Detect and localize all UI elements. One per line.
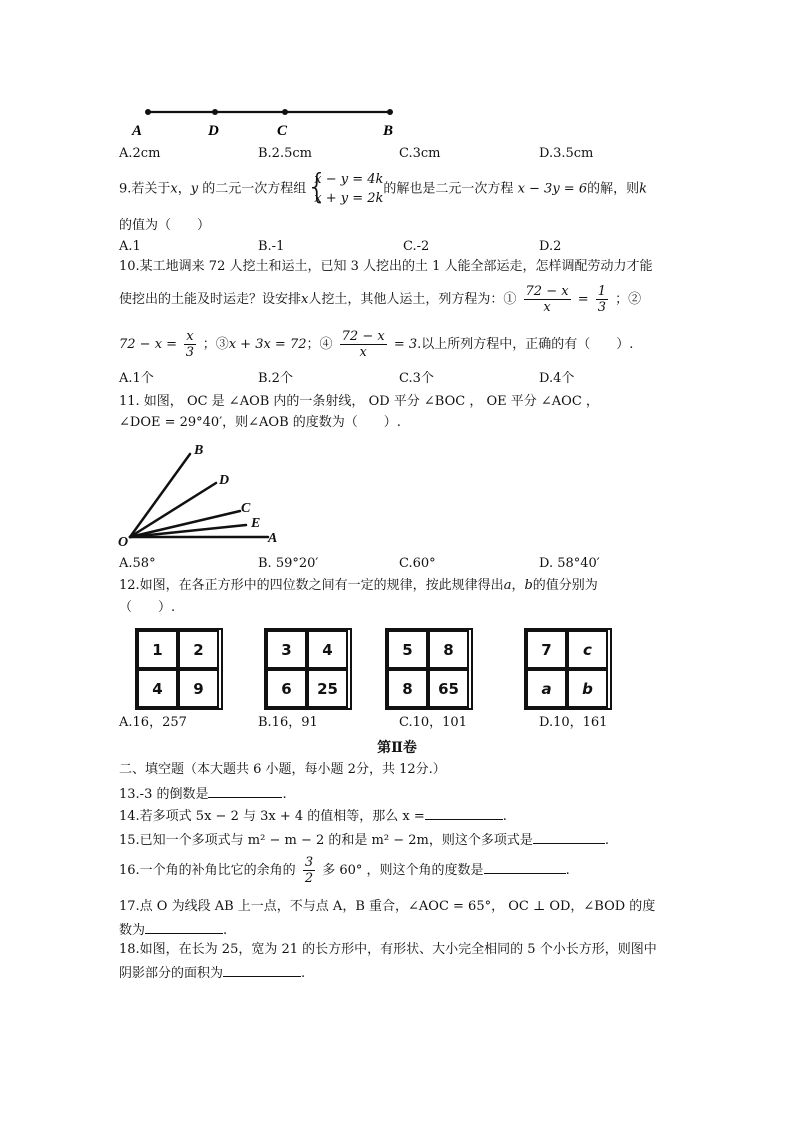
square-cell: 3: [266, 630, 307, 669]
q18-line2: 阴影部分的面积为 .: [119, 963, 305, 983]
q11-option-b: B. 59°20′: [258, 556, 319, 571]
square-cell: 4: [137, 669, 178, 708]
q13: 13.-3 的倒数是 .: [119, 784, 287, 804]
q15: 15.已知一个多项式与 m² − m − 2 的和是 m² − 2m，则这个多项式是 .: [119, 830, 609, 850]
fraction: $\frac{72 - x}{x}$: [525, 284, 569, 315]
vertex-label-o: O: [118, 535, 129, 550]
answer-blank: [484, 860, 566, 874]
square-cell: 2: [178, 630, 219, 669]
part2-header: 二、填空题（本大题共 6 小题，每小题 2分，共 12分.）: [119, 762, 446, 777]
q9-option-a: A.1: [119, 239, 141, 254]
square-cell: b: [567, 669, 608, 708]
square-cell: 65: [428, 669, 469, 708]
square-cell: 7: [526, 630, 567, 669]
q14: 14.若多项式 5x − 2 与 3x + 4 的值相等，那么 x = .: [119, 806, 507, 826]
fraction: $\frac{x}{3}$: [185, 329, 195, 360]
section-title: 第Ⅱ卷: [377, 740, 417, 756]
number-square-3: [385, 628, 473, 710]
fraction: $\frac{1}{3}$: [597, 284, 607, 315]
q11-line1: 11. 如图， OC 是 ∠AOB 内的一条射线， OD 平分 ∠BOC ， OE 平分 ∠AOC ，: [119, 394, 599, 409]
fraction: $\frac{72 - x}{x}$: [341, 329, 385, 360]
fraction: $\frac{3}{2}$: [304, 855, 314, 886]
angle-figure: [118, 438, 288, 550]
point-label-a: A: [132, 123, 143, 139]
q11-option-a: A.58°: [119, 556, 156, 571]
number-square-2: [264, 628, 352, 710]
q17-line2: 数为 .: [119, 920, 227, 940]
q18-line1: 18.如图，在长为 25，宽为 21 的长方形中，有形状、大小完全相同的 5 个小长方形，则图中: [119, 942, 657, 957]
q8-option-a: A.2cm: [119, 146, 161, 161]
square-cell: 9: [178, 669, 219, 708]
q11-option-c: C.60°: [399, 556, 436, 571]
q10-option-d: D.4个: [539, 371, 575, 386]
ray-label-d: D: [219, 473, 230, 488]
q8-option-c: C.3cm: [399, 146, 441, 161]
number-square-4: [524, 628, 612, 710]
q12-line2: （ ）.: [119, 600, 176, 615]
q8-option-d: D.3.5cm: [539, 146, 594, 161]
q9-option-d: D.2: [539, 239, 562, 254]
square-cell: 8: [387, 669, 428, 708]
q16: 16.一个角的补角比它的余角的 $\frac{3}{2}$ 多 60° ，则这个角的度数是 .: [119, 855, 570, 886]
q12-option-a: A.16，257: [119, 715, 187, 730]
square-cell: 1: [137, 630, 178, 669]
q9-stem: 9.若关于x，y 的二元一次方程组 { x − y = 4k x + y = 2k 的解也是二元一次方程 x − 3y = 6的解，则k: [119, 167, 648, 207]
q10-line2: 使挖出的土能及时运走？设安排x人挖土，其他人运土，列方程为：① $\frac{72 - x}{x}$ = $\frac{1}{3}$ ；②: [119, 284, 642, 315]
q9-line2: 的值为（ ）: [119, 218, 211, 233]
q8-option-b: B.2.5cm: [258, 146, 312, 161]
answer-blank: [223, 963, 301, 977]
number-square-1: [135, 628, 223, 710]
square-cell: 8: [428, 630, 469, 669]
q11-line2: ∠DOE = 29°40′，则∠AOB 的度数为（ ）.: [119, 415, 401, 430]
answer-blank: [533, 830, 605, 844]
point-label-c: C: [277, 123, 288, 139]
q9-option-c: C.-2: [403, 239, 430, 254]
q10-option-c: C.3个: [399, 371, 434, 386]
q10-option-b: B.2个: [258, 371, 293, 386]
ray-label-b: B: [194, 443, 204, 458]
q17-line1: 17.点 O 为线段 AB 上一点，不与点 A，B 重合，∠AOC = 65°， OC ⊥ OD，∠BOD 的度: [119, 899, 656, 914]
ray-label-a: A: [268, 531, 278, 546]
square-cell: a: [526, 669, 567, 708]
q12-line1: 12.如图，在各正方形中的四位数之间有一定的规律，按此规律得出a，b的值分别为: [119, 578, 598, 593]
segment-figure: [120, 100, 410, 142]
square-cell: 5: [387, 630, 428, 669]
point-label-b: B: [383, 123, 394, 139]
q10-line3: 72 − x = $\frac{x}{3}$ ；③x + 3x = 72；④ $\frac{72 - x}{x}$ = 3.以上所列方程中，正确的有（ ）.: [119, 329, 634, 360]
point-label-d: D: [208, 123, 219, 139]
q12-option-d: D.10，161: [539, 715, 608, 730]
equation-system: { x − y = 4k x + y = 2k: [306, 167, 384, 207]
q10-line1: 10.某工地调来 72 人挖土和运土，已知 3 人挖出的土 1 人能全部运走，怎样调配劳动力才能: [119, 259, 653, 274]
q12-option-c: C.10，101: [399, 715, 467, 730]
answer-blank: [145, 920, 223, 934]
q12-option-b: B.16，91: [258, 715, 318, 730]
q9-option-b: B.-1: [258, 239, 285, 254]
answer-blank: [425, 806, 503, 820]
ray-label-e: E: [251, 516, 261, 531]
square-cell: 25: [307, 669, 348, 708]
q10-option-a: A.1个: [119, 371, 154, 386]
q11-option-d: D. 58°40′: [539, 556, 600, 571]
answer-blank: [208, 784, 282, 798]
square-cell: 6: [266, 669, 307, 708]
square-cell: 4: [307, 630, 348, 669]
square-cell: c: [567, 630, 608, 669]
ray-label-c: C: [241, 501, 251, 516]
